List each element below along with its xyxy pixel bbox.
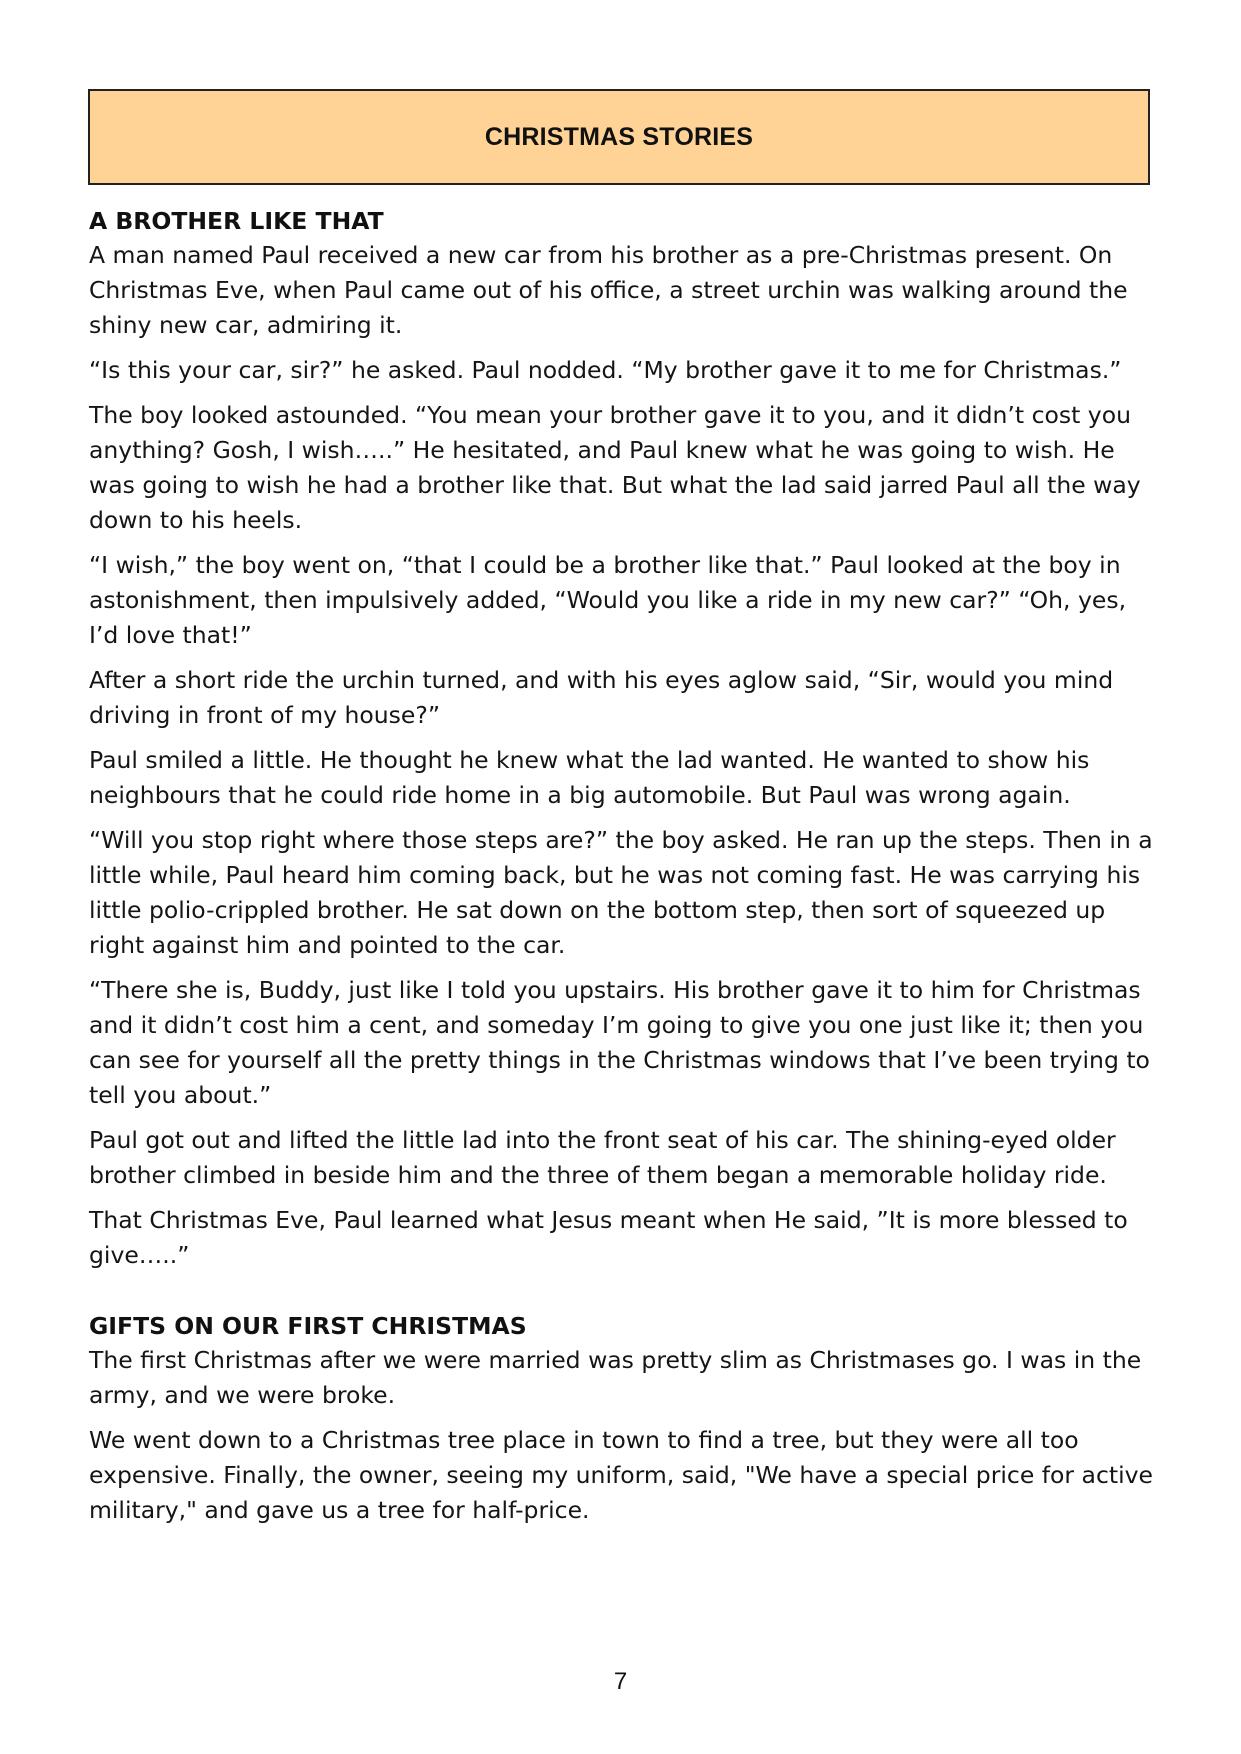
story-paragraph: “Is this your car, sir?” he asked. Paul nodded. “My brother gave it to me for Christmas.” <box>89 356 1122 384</box>
section-title: CHRISTMAS STORIES <box>484 122 754 151</box>
section-header-box <box>88 89 1150 185</box>
story-paragraph: After a short ride the urchin turned, and with his eyes aglow said, “Sir, would you mind driving in front of my house?” <box>89 666 1114 729</box>
story-a-brother-like-that <box>89 204 1155 1273</box>
story-title: A BROTHER LIKE THAT <box>89 207 384 235</box>
story-paragraph: A man named Paul received a new car from his brother as a pre-Christmas present. On Christmas Eve, when Paul came out of his office, a street urchin was walking around the shiny new car, admiring it. <box>89 241 1128 339</box>
story-content <box>89 204 1155 1538</box>
story-paragraph: We went down to a Christmas tree place in town to find a tree, but they were all too expensive. Finally, the owner, seeing my uniform, said, "We have a special price for active military," and gave us a tree for half-price. <box>89 1426 1153 1524</box>
story-gifts-on-our-first-christmas <box>89 1309 1155 1528</box>
story-paragraph: Paul got out and lifted the little lad into the front seat of his car. The shining-eyed older brother climbed in beside him and the three of them began a memorable holiday ride. <box>89 1126 1116 1189</box>
story-paragraph: “I wish,” the boy went on, “that I could be a brother like that.” Paul looked at the boy in astonishment, then impulsively added, “Would you like a ride in my new car?” “Oh, yes, I’d love that!” <box>89 551 1127 649</box>
story-paragraph: “There she is, Buddy, just like I told you upstairs. His brother gave it to him for Christmas and it didn’t cost him a cent, and someday I’m going to give you one just like it; then you can see for yourself all the pretty things in the Christmas windows that I’ve been trying to tell you about.” <box>89 976 1150 1109</box>
page-number: 7 <box>613 1668 628 1695</box>
story-title: GIFTS ON OUR FIRST CHRISTMAS <box>89 1312 527 1340</box>
story-paragraph: The boy looked astounded. “You mean your brother gave it to you, and it didn’t cost you anything? Gosh, I wish…..” He hesitated, and Paul knew what he was going to wish. He was going to wish he had a brother like that. But what the lad said jarred Paul all the way down to his heels. <box>89 401 1141 534</box>
story-paragraph: Paul smiled a little. He thought he knew what the lad wanted. He wanted to show his neighbours that he could ride home in a big automobile. But Paul was wrong again. <box>89 746 1090 809</box>
story-paragraph: The first Christmas after we were married was pretty slim as Christmases go. I was in the army, and we were broke. <box>89 1346 1142 1409</box>
story-paragraph: “Will you stop right where those steps are?” the boy asked. He ran up the steps. Then in a little while, Paul heard him coming back, but he was not coming fast. He was carrying his little polio-crippled brother. He sat down on the bottom step, then sort of squeezed up right against him and pointed to the car. <box>89 826 1153 959</box>
story-paragraph: That Christmas Eve, Paul learned what Jesus meant when He said, ”It is more blessed to give…..” <box>89 1206 1128 1269</box>
